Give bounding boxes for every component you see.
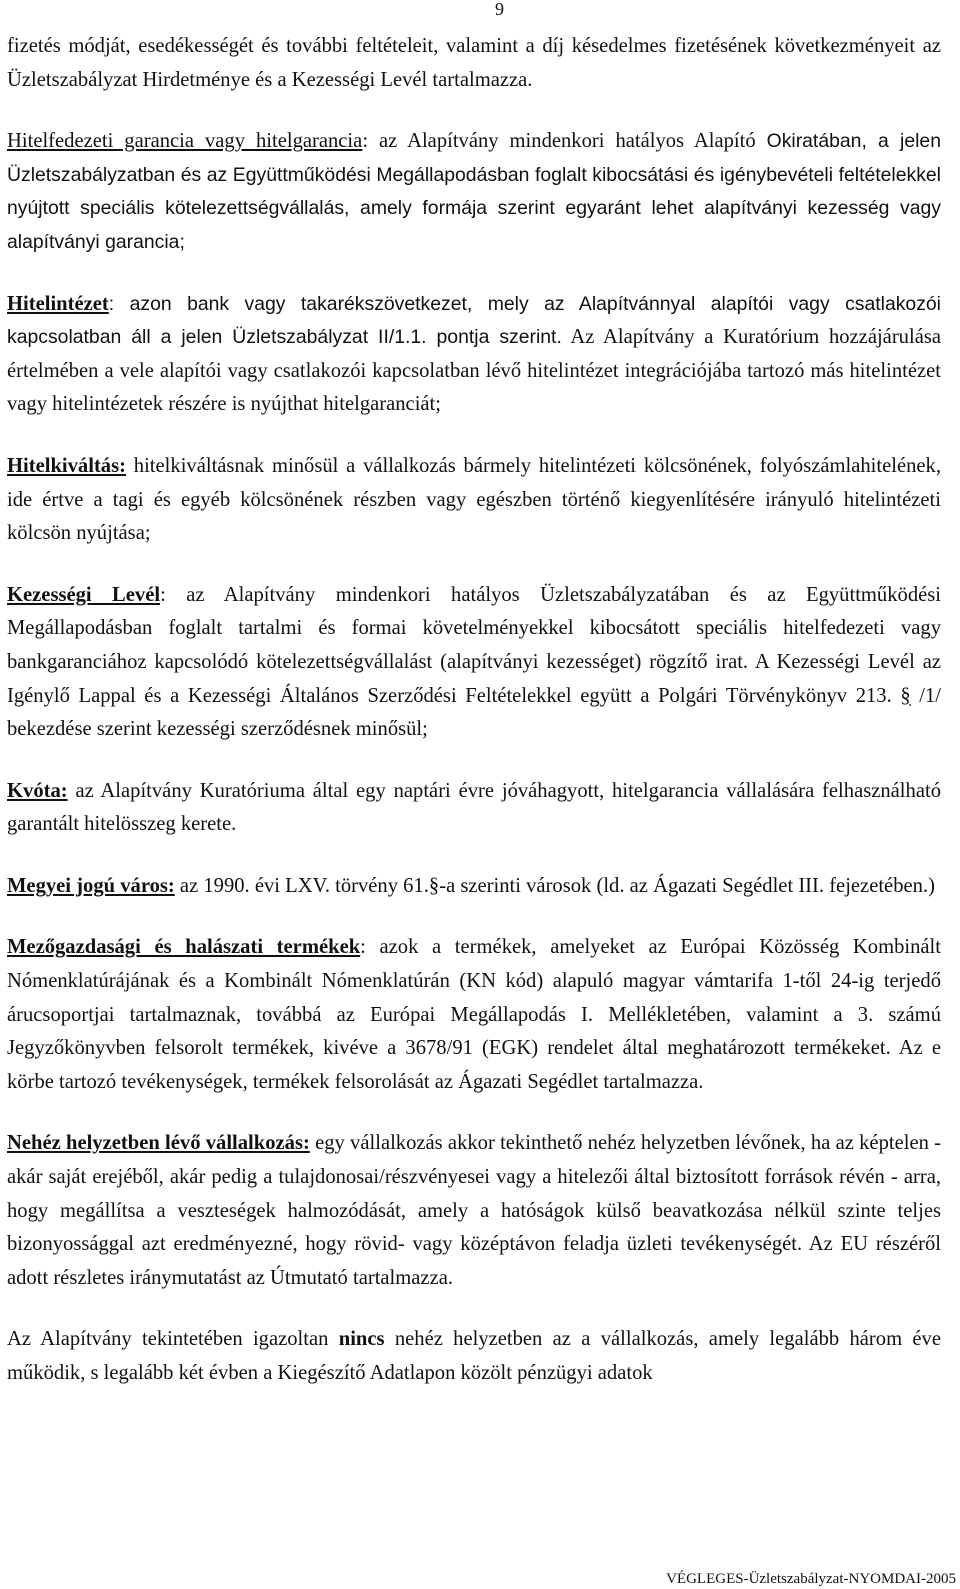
document-body <box>7 30 941 1391</box>
text-last-b: nehéz helyzetben az a vállalkozás, amely legalább három éve működik, s legalább két évben a Kiegészítő Adatlapon közölt pénzügyi adatok <box>7 1328 941 1384</box>
text-hitelintezet-a: : azon bank vagy takarékszövetkezet, mely az Alapítvánnyal alapítói vagy csatlakozói kapcsolatban áll a jelen Üzletszabályzat II/1.1. pontja szerint. <box>7 292 941 349</box>
text-megyei-b: -a szerinti városok (ld. az Ágazati Segédlet III. fejezetében.) <box>439 874 935 897</box>
term-kezessegi-level: Kezességi Levél <box>7 583 161 606</box>
text-megyei-a: az 1990. évi LXV. törvény 61. <box>174 874 429 897</box>
paragraph-intro: fizetés módját, esedékességét és további feltételeit, valamint a díj késedelmes fizetésének következményeit az Üzletszabályzat Hirdetménye és a Kezességi Levél tartalmazza. <box>7 35 941 91</box>
term-megyei: Megyei jogú város: <box>7 874 175 897</box>
text-mezogazdasagi: : azok a termékek, amelyeket az Európai Közösség Kombinált Nómenklatúrájának és a Kombinált Nómenklatúrán (KN kód) alapuló magyar vámtarifa 1-től 24-ig terjedő árucsoportjai tartalmaznak, továbbá az Európai Megállapodás I. Mellékletében, valamint a 3. számú Jegyzőkönyvben felsorolt termékek, kivéve a 3678/91 (EGK) rendelet által meghatározott termékeket. Az e körbe tartozó tevékenységek, termékek felsorolását az Ágazati Segédlet tartalmazza. <box>7 936 941 1093</box>
paragraph-last <box>7 1323 941 1390</box>
term-mezogazdasagi: Mezőgazdasági és halászati termékek <box>7 936 361 959</box>
text-hitelintezet-b: Az Alapítvány a Kuratórium hozzájárulása értelmében a vele alapítói vagy csatlakozói kapcsolatban lévő hitelintézet integrációjába tartozó más hitelintézet vagy hitelintézetek részére is nyújthat hitelgaranciát; <box>7 326 941 416</box>
text-hitelfedezeti-a: : az Alapítvány mindenkori hatályos Alapító <box>362 130 767 153</box>
paragraph-nehez <box>7 1127 941 1295</box>
term-hitelkivaltas: Hitelkiváltás: <box>7 454 126 477</box>
footer-label: VÉGLEGES-Üzletszabályzat-NYOMDAI-2005 <box>666 1571 956 1587</box>
section-sign: § <box>900 684 911 707</box>
term-hitelfedezeti: Hitelfedezeti garancia vagy hitelgarancia <box>7 130 363 153</box>
page-number: 9 <box>495 0 504 19</box>
term-nehez: Nehéz helyzetben lévő vállalkozás: <box>7 1132 310 1155</box>
paragraph-hitelkivaltas <box>7 450 941 551</box>
text-kezessegi-level: : az Alapítvány mindenkori hatályos Üzletszabályzatában és az Együttműködési Megállapodásban foglalt tartalmi és formai követelményekkel kibocsátott speciális hitelfedezeti vagy bankgaranciához kapcsolódó kötelezettségvállalást (alapítványi kezességet) rögzítő irat. A Kezességi Levél az Igénylő Lappal és a Kezességi Általános Szerződési Feltételekkel együtt a Polgári Törvénykönyv 213. <box>7 583 941 707</box>
text-last-bold: nincs <box>338 1328 385 1351</box>
text-hitelfedezeti-b: Okiratában, a jelen Üzletszabályzatban és az Együttműködési Megállapodásban foglalt kibocsátási és igénybevételi feltételekkel nyújtott speciális kötelezettségvállalás, amely formája szerint egyaránt lehet alapítványi kezesség vagy alapítványi garancia; <box>7 130 941 253</box>
text-kvota: az Alapítvány Kuratóriuma által egy naptári évre jóváhagyott, hitelgarancia vállalására felhasználható garantált hitelösszeg kerete. <box>7 779 941 836</box>
paragraph-hitelintezet <box>7 288 941 422</box>
text-hitelkivaltas: hitelkiváltásnak minősül a vállalkozás bármely hitelintézeti kölcsönének, folyószámlahitelének, ide értve a tagi és egyéb kölcsönének részben vagy egészben történő kiegyenlítésére irányuló hitelintézeti kölcsön nyújtása; <box>7 454 941 545</box>
text-last-a: Az Alapítvány tekintetében igazoltan <box>7 1328 339 1351</box>
text-kezessegi-level-end: /1/ bekezdése szerint kezességi szerződésnek minősül; <box>7 684 942 741</box>
section-sign: § <box>428 874 440 897</box>
paragraph-megyei <box>7 870 941 904</box>
paragraph-kezessegi-level <box>7 579 941 747</box>
term-kvota: Kvóta: <box>7 779 68 802</box>
term-hitelintezet: Hitelintézet <box>7 292 109 315</box>
paragraph-kvota <box>7 775 941 842</box>
paragraph-hitelfedezeti <box>7 125 941 259</box>
paragraph-mezogazdasagi <box>7 931 941 1099</box>
text-nehez: egy vállalkozás akkor tekinthető nehéz helyzetben lévőnek, ha az képtelen - akár saját erejéből, akár pedig a tulajdonosai/részvényesei vagy a hitelezői által biztosított források révén - arra, hogy megállítsa a veszteségek halmozódását, amely a hatóságok külső beavatkozása nélkül szinte teljes bizonyossággal azt eredményezné, hogy rövid- vagy középtávon feladja üzleti tevékenységét. Az EU részéről adott részletes iránymutatást az Útmutató tartalmazza. <box>7 1132 941 1289</box>
